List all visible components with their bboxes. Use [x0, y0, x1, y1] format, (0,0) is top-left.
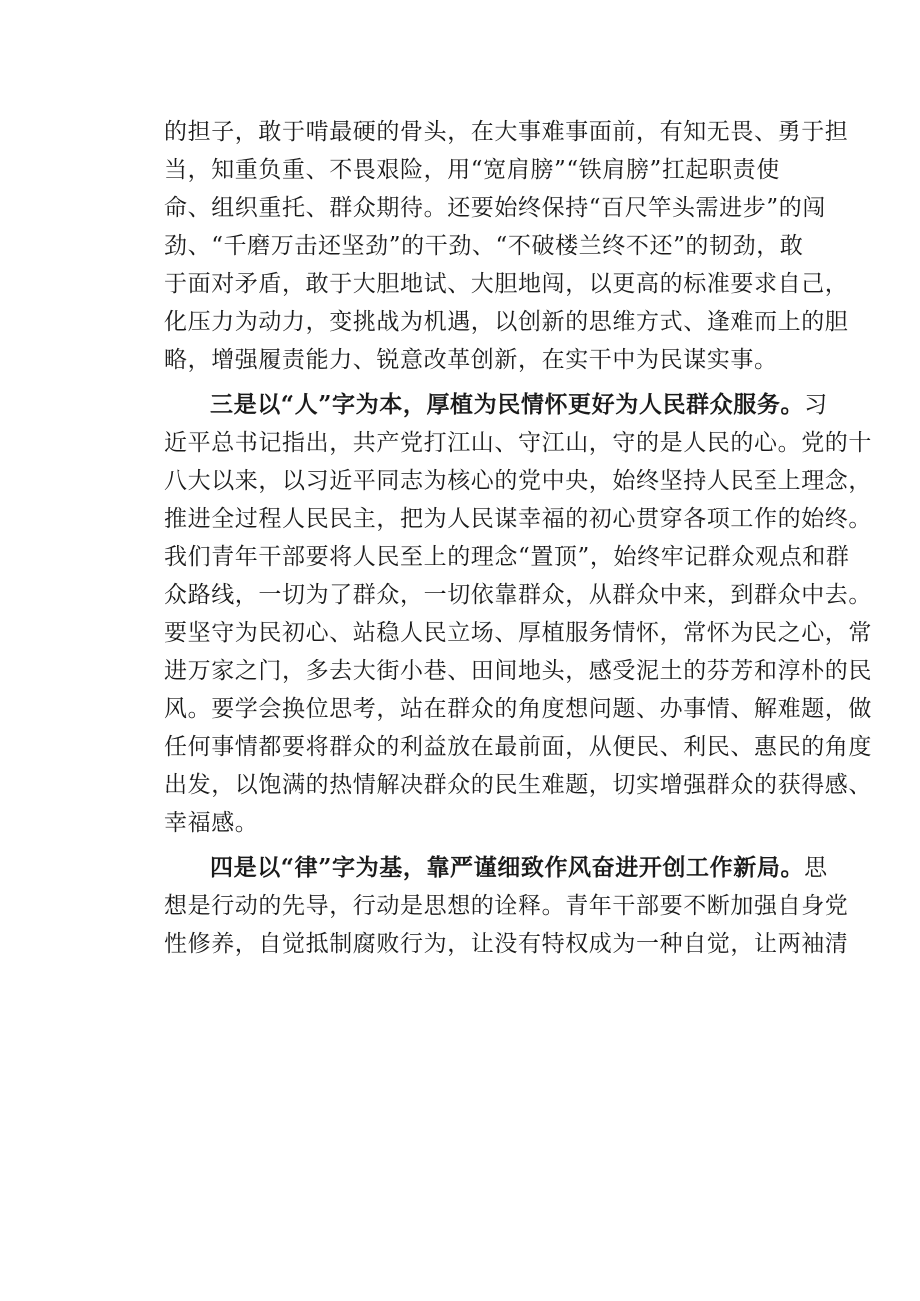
- para1-line-3: 命、组织重托、群众期待。还要始终保持“百尺竿头需进步”的闯: [164, 195, 826, 221]
- para2-heading-tail: 习: [804, 392, 828, 418]
- para2-heading: 三是以“人”字为本，厚植为民情怀更好为人民群众服务。: [210, 391, 805, 418]
- para2-line-12: 幸福感。: [164, 810, 259, 836]
- document-body: [164, 113, 872, 963]
- para3-line-3: 性修养，自觉抵制腐败行为，让没有特权成为一种自觉，让两袖清: [164, 931, 849, 957]
- para2-line-4: 推进全过程人民民主，把为人民谋幸福的初心贯穿各项工作的始终。: [164, 506, 872, 532]
- para2-line-9: 风。要学会换位思考，站在群众的角度想问题、办事情、解难题，做: [164, 696, 872, 722]
- para2-line-7: 要坚守为民初心、站稳人民立场、厚植服务情怀，常怀为民之心，常: [164, 620, 872, 646]
- para2-line-3: 八大以来，以习近平同志为核心的党中央，始终坚持人民至上理念，: [164, 468, 872, 494]
- para3-heading-tail: 思: [804, 855, 828, 881]
- para1-line-2: 当，知重负重、不畏艰险，用“宽肩膀”“铁肩膀”扛起职责使: [164, 157, 780, 183]
- para3-line-1: [164, 849, 828, 887]
- para2-line-11: 出发，以饱满的热情解决群众的民生难题，切实增强群众的获得感、: [164, 772, 872, 798]
- para1-line-7: 略，增强履责能力、锐意改革创新，在实干中为民谋实事。: [164, 347, 778, 373]
- para2-line-2: 近平总书记指出，共产党打江山、守江山，守的是人民的心。党的十: [164, 430, 872, 456]
- para1-line-4: 劲、“千磨万击还坚劲”的干劲、“不破楼兰终不还”的韧劲，敢: [164, 233, 804, 259]
- paragraph-gap: [164, 379, 784, 386]
- para1-line-5: 于面对矛盾，敢于大胆地试、大胆地闯，以更高的标准要求自己，: [164, 271, 849, 297]
- para3-heading: 四是以“律”字为基，靠严谨细致作风奋进开创工作新局。: [210, 854, 805, 881]
- para1-line-6: 化压力为动力，变挑战为机遇，以创新的思维方式、逢难而上的胆: [164, 309, 849, 335]
- para2-line-5: 我们青年干部要将人民至上的理念“置顶”，始终牢记群众观点和群: [164, 544, 850, 570]
- paragraph-gap: [164, 842, 784, 849]
- para3-line-2: 想是行动的先导，行动是思想的诠释。青年干部要不断加强自身党: [164, 893, 849, 919]
- para2-line-6: 众路线，一切为了群众，一切依靠群众，从群众中来，到群众中去。: [164, 582, 872, 608]
- para2-line-1: [164, 386, 828, 424]
- para1-line-1: 的担子，敢于啃最硬的骨头，在大事难事面前，有知无畏、勇于担: [164, 119, 849, 145]
- para2-line-8: 进万家之门，多去大街小巷、田间地头，感受泥土的芬芳和淳朴的民: [164, 658, 872, 684]
- para2-line-10: 任何事情都要将群众的利益放在最前面，从便民、利民、惠民的角度: [164, 734, 872, 760]
